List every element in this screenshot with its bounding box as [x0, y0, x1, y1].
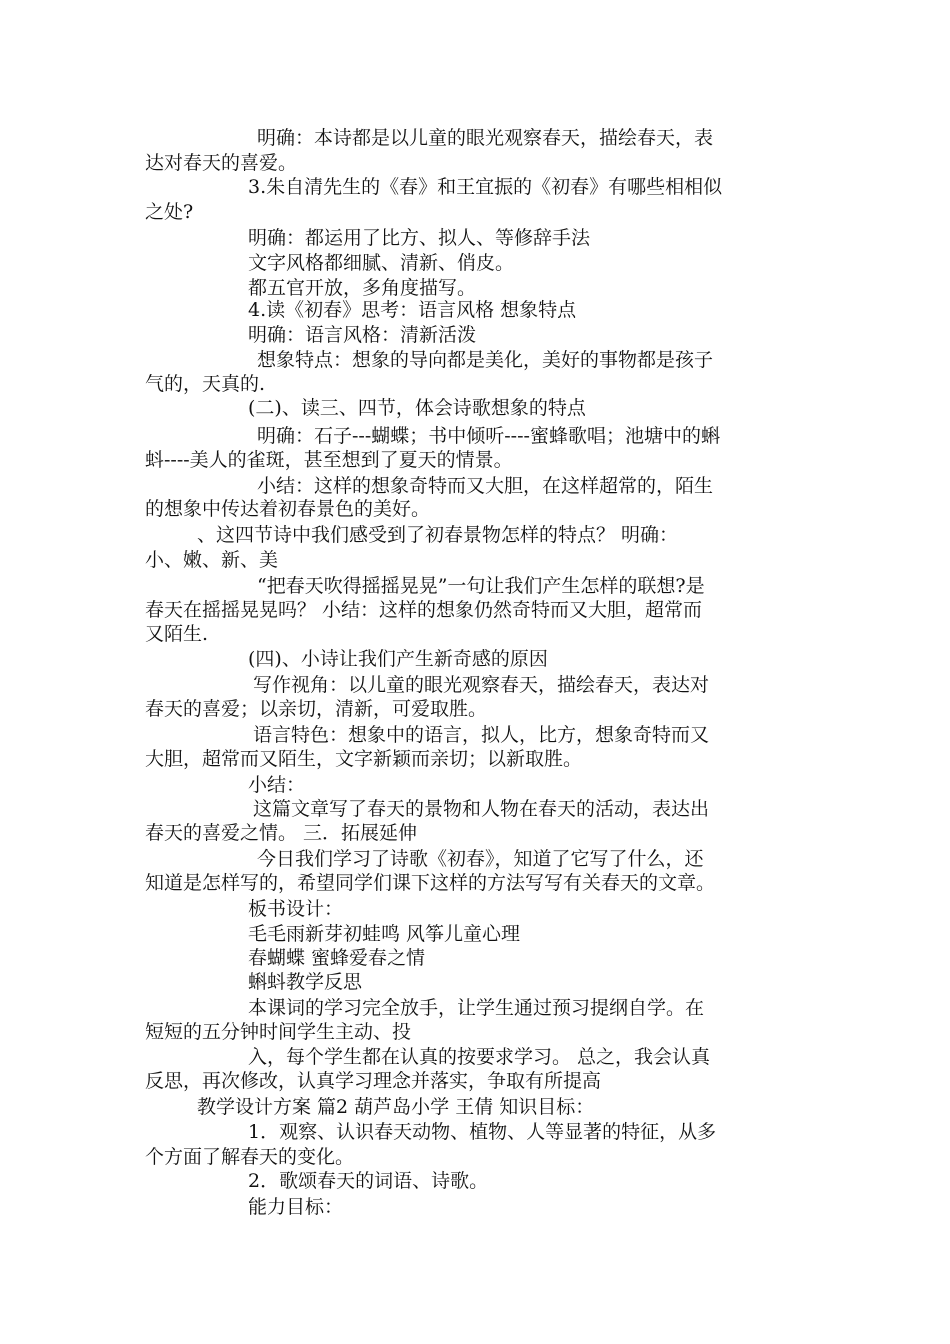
text-line: 今日我们学习了诗歌《初春》，知道了它写了什么，还	[257, 848, 704, 870]
section-heading: (二)、读三、四节，体会诗歌想象的特点	[248, 397, 586, 419]
text-line: 2．歌颂春天的词语、诗歌。	[248, 1170, 489, 1192]
section-heading: 教学设计方案 篇2 葫芦岛小学 王倩 知识目标：	[197, 1096, 595, 1118]
text-line: 蚪----美人的雀斑，甚至想到了夏天的情景。	[145, 449, 513, 471]
text-line: 这篇文章写了春天的景物和人物在春天的活动，表达出	[253, 798, 710, 820]
text-line: 蝌蚪教学反思	[248, 971, 363, 993]
text-line: 气的，天真的.	[145, 373, 266, 395]
text-line: 短短的五分钟时间学生主动、投	[145, 1021, 412, 1043]
text-line: 反思，再次修改，认真学习理念并落实，争取有所提高	[145, 1070, 602, 1092]
text-line: 小结：	[248, 774, 306, 796]
text-line: 达对春天的喜爱。	[145, 152, 298, 174]
text-line: 板书设计：	[248, 898, 344, 920]
text-line: 1．观察、认识春天动物、植物、人等显著的特征，从多	[248, 1121, 717, 1143]
text-line: 春天的喜爱之情。 三．拓展延伸	[145, 822, 418, 844]
text-line: 想象特点：想象的导向都是美化，美好的事物都是孩子	[257, 349, 714, 371]
text-line: 小结：这样的想象奇特而又大胆，在这样超常的，陌生	[257, 475, 714, 497]
text-line: “把春天吹得摇摇晃晃”一句让我们产生怎样的联想?是	[257, 575, 705, 597]
text-line: 明确：语言风格：清新活泼	[248, 324, 477, 346]
text-line: 又陌生.	[145, 623, 209, 645]
text-line: 写作视角：以儿童的眼光观察春天，描绘春天，表达对	[253, 674, 710, 696]
text-line: 大胆，超常而又陌生，文字新颖而亲切；以新取胜。	[145, 748, 583, 770]
text-line: 、这四节诗中我们感受到了初春景物怎样的特点？ 明确：	[197, 524, 679, 546]
text-line: 能力目标：	[248, 1196, 344, 1218]
text-line: 明确：本诗都是以儿童的眼光观察春天，描绘春天，表	[257, 127, 714, 149]
text-line: 本课词的学习完全放手，让学生通过预习提纲自学。在	[248, 997, 705, 1019]
section-heading: 4.读《初春》思考：语言风格 想象特点	[248, 299, 577, 321]
text-line: 语言特色：想象中的语言，拟人，比方，想象奇特而又	[253, 724, 710, 746]
text-line: 春天的喜爱；以亲切，清新，可爱取胜。	[145, 698, 488, 720]
text-line: 入，每个学生都在认真的按要求学习。 总之，我会认真	[248, 1046, 711, 1068]
text-line: 个方面了解春天的变化。	[145, 1146, 355, 1168]
text-line: 毛毛雨新芽初蛙鸣 风筝儿童心理	[248, 923, 521, 945]
text-line: 3.朱自清先生的《春》和王宜振的《初春》有哪些相相似	[248, 176, 723, 198]
text-line: 春天在摇摇晃晃吗？ 小结：这样的想象仍然奇特而又大胆，超常而	[145, 599, 703, 621]
text-line: 的想象中传达着初春景色的美好。	[145, 498, 431, 520]
text-line: 春蝴蝶 蜜蜂爱春之情	[248, 947, 426, 969]
text-line: 文字风格都细腻、清新、俏皮。	[248, 252, 515, 274]
text-line: 都五官开放，多角度描写。	[248, 277, 477, 299]
text-line: 之处?	[145, 201, 194, 223]
text-line: 明确：石子---蝴蝶；书中倾听----蜜蜂歌唱；池塘中的蝌	[257, 425, 720, 447]
text-line: 小、嫩、新、美	[145, 549, 279, 571]
text-line: 明确：都运用了比方、拟人、等修辞手法	[248, 227, 591, 249]
section-heading: (四)、小诗让我们产生新奇感的原因	[248, 648, 548, 670]
text-line: 知道是怎样写的，希望同学们课下这样的方法写写有关春天的文章。	[145, 872, 716, 894]
